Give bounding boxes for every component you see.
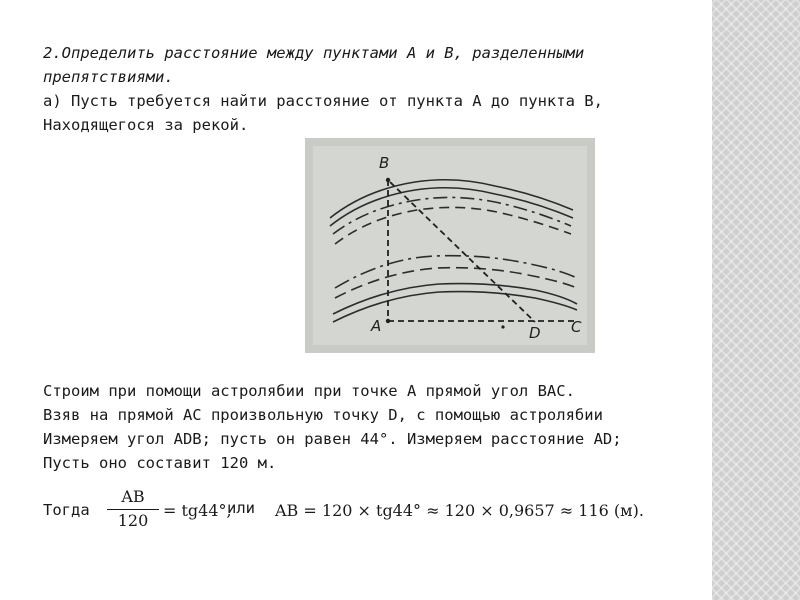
- heading-line-1: 2.Определить расстояние между пунктами А и В, разделенными: [43, 44, 585, 62]
- formula-row: [43, 487, 703, 537]
- heading-line-2: препятствиями.: [43, 68, 174, 86]
- intro-line-1: а) Пусть требуется найти расстояние от пункта А до пункта В,: [43, 92, 603, 110]
- river-diagram-photo: [305, 138, 595, 353]
- formula-connector: или: [227, 499, 255, 517]
- point-b: [386, 178, 390, 182]
- decorative-side-band: [712, 0, 800, 600]
- solution-text: [43, 379, 703, 475]
- fraction-numerator: AB: [107, 487, 159, 510]
- fraction-denominator: 120: [117, 511, 149, 530]
- label-d: D: [529, 324, 541, 342]
- fraction: [107, 487, 159, 532]
- photo-paper: [313, 146, 587, 345]
- label-b: B: [379, 154, 390, 172]
- task-heading: [43, 41, 703, 137]
- body-line-3: Измеряем угол ADB; пусть он равен 44°. Измеряем расстояние AD;: [43, 430, 622, 448]
- body-line-1: Строим при помощи астролябии при точке А прямой угол ВАС.: [43, 382, 575, 400]
- label-a: A: [371, 317, 382, 335]
- body-line-2: Взяв на прямой АС произвольную точку D, с помощью астролябии: [43, 406, 603, 424]
- label-c: C: [571, 318, 582, 336]
- point-marker: [501, 325, 504, 328]
- intro-line-2: Находящегося за рекой.: [43, 116, 249, 134]
- equation-2: AB = 120 × tg44° ≈ 120 × 0,9657 ≈ 116 (м).: [275, 501, 644, 520]
- point-a: [386, 319, 390, 323]
- formula-prefix: Тогда: [43, 501, 90, 519]
- equation-1-rhs: = tg44°,: [163, 501, 232, 520]
- body-line-4: Пусть оно составит 120 м.: [43, 454, 277, 472]
